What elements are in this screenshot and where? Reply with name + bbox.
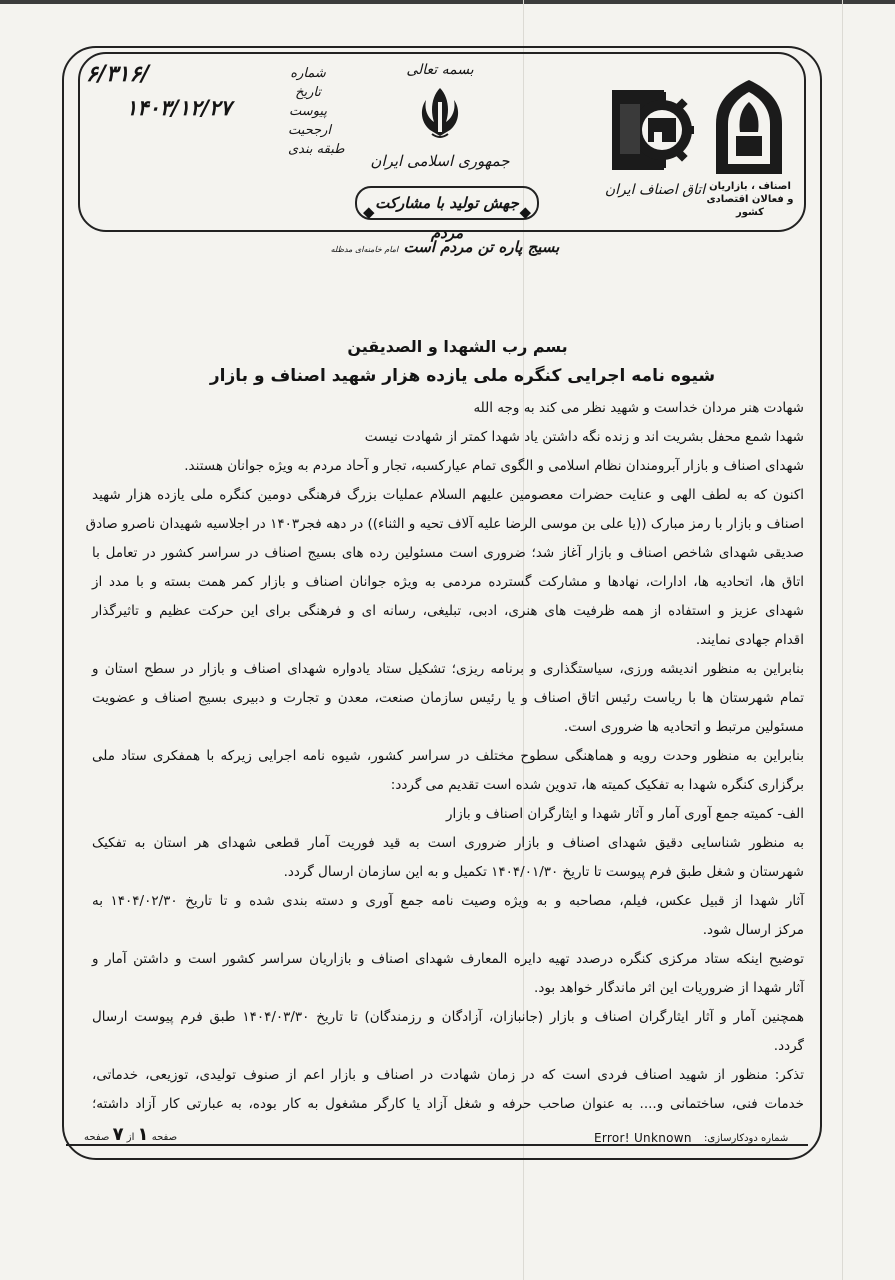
reference-number: ۶/۳۱۶/ xyxy=(86,62,150,87)
document-title: شیوه نامه اجرایی کنگره ملی یازده هزار شهید اصناف و بازار xyxy=(209,366,716,386)
document-heading: بسم رب الشهدا و الصدیقین xyxy=(347,337,568,356)
meta-label-attachment: پیوست xyxy=(289,104,327,119)
motto-badge xyxy=(355,186,539,242)
meta-label-date: تاریخ xyxy=(295,85,321,100)
page-indicator xyxy=(84,1124,177,1145)
body-line: شهدای اصناف و بازار آبرومندان نظام اسلامی و الگوی تمام عیارکسبه، تجار و آحاد مردم به ویژه جوانان هستند. xyxy=(184,458,804,474)
body-line: شهرستان و شغل طبق فرم پیوست تا تاریخ ۱۴۰۴/۰۱/۳۰ تکمیل و به این سازمان ارسال گردد. xyxy=(283,864,804,880)
body-line: برگزاری کنگره شهدا به تفکیک کمیته ها، تدوین شده است تقدیم می گردد: xyxy=(390,777,804,793)
chamber-name: اتاق اصناف ایران xyxy=(604,182,706,198)
body-line: آثار شهدا از قبیل عکس، فیلم، مصاحبه و به ویژه وصیت نامه جمع آوری و دسته بندی شده و تا تاریخ ۱۴۰۴/۰۲/۳۰ به xyxy=(92,893,804,909)
body-line: صدیقی شهدای شاخص اصناف و بازار آغاز شد؛ ضروری است مسئولین رده های بسیج اصناف در سراسر کشور در تعامل با xyxy=(92,545,804,561)
autonumber-label: شماره دودکارسازی: xyxy=(704,1133,789,1144)
meta-label-priority: ارجحیت xyxy=(288,123,332,138)
document-body xyxy=(85,394,804,1119)
reference-date: ۱۴۰۳/۱۲/۲۷ xyxy=(126,96,232,120)
body-line: اکنون که به لطف الهی و عنایت حضرات معصومین علیهم السلام عملیات بزرگ فرهنگی دومین کنگره ملی یازده هزار شهید xyxy=(92,487,804,503)
page-total: ۷ xyxy=(112,1124,124,1145)
body-line: توضیح اینکه ستاد مرکزی کنگره درصدد تهیه دایره المعارف شهدای اصناف و بازاریان سراسر کشور است و داشتن آمار و xyxy=(92,951,804,967)
page-word-2: صفحه xyxy=(84,1132,110,1143)
chamber-of-guilds-logo-icon xyxy=(612,88,694,172)
body-line: همچنین آمار و آثار ایثارگران اصناف و بازار (جانبازان، آزادگان و رزمندگان) تا تاریخ ۱۴۰۴/۰۳/۳۰ طبق فرم پیوست ارسال xyxy=(92,1009,804,1025)
body-line: تمام شهرستان ها با ریاست رئیس اتاق اصناف و یا رئیس سازمان صنعت، معدن و تجارت و دبیری بسیج اصناف و عضویت xyxy=(92,690,804,706)
letterhead-center xyxy=(370,62,510,170)
body-line: اصناف و بازار با رمز مبارک ((یا علی بن موسی الرضا علیه آلاف تحیه و الثناء)) در دهه فجر۱۴۰۳ در اجلاسیه شهیدان ناصرو صادق xyxy=(85,516,804,532)
iran-emblem-icon xyxy=(410,82,470,142)
body-line: بنابراین به منظور اندیشه ورزی، سیاستگذاری و برنامه ریزی؛ تشکیل ستاد یادواره شهدای اصناف و بازار در سطح استان و xyxy=(92,661,804,677)
organization-name-line: اصناف ، بازاریان xyxy=(709,181,791,192)
organization-name xyxy=(702,180,798,219)
slogan-text: بسیج پاره تن مردم است xyxy=(403,238,560,256)
meta-label-classification: طبقه بندی xyxy=(288,142,345,157)
body-line: گردد. xyxy=(773,1038,804,1054)
body-line: شهادت هنر مردان خداست و شهید نظر می کند به وجه الله xyxy=(473,400,804,416)
meta-label-number: شماره xyxy=(290,66,326,81)
ornament-icon: ◆ xyxy=(363,203,375,221)
republic-title: جمهوری اسلامی ایران xyxy=(370,152,510,170)
motto-text: جهش تولید با مشارکت مردم xyxy=(375,194,519,242)
slogan-source: امام خامنه‌ای مدظله xyxy=(330,245,399,254)
body-line: مرکز ارسال شود. xyxy=(702,922,804,938)
page-number: ۱ xyxy=(137,1124,149,1145)
page-of: از xyxy=(126,1132,135,1143)
body-line: اقدام جهادی نمایند. xyxy=(695,632,804,648)
page-word: صفحه xyxy=(151,1132,178,1143)
basmala-text: بسمه تعالی xyxy=(406,62,474,78)
scan-top-edge xyxy=(0,0,895,4)
basij-guilds-logo-icon xyxy=(710,78,788,176)
body-line: مسئولین مرتبط و اتحادیه ها ضروری است. xyxy=(563,719,804,735)
body-line: آثار شهدا از ضروریات این اثر ماندگار خواهد بود. xyxy=(534,980,804,996)
body-line: الف- کمیته جمع آوری آمار و آثار شهدا و ایثارگران اصناف و بازار xyxy=(445,806,804,822)
ornament-icon: ◆ xyxy=(519,203,531,221)
letter-meta-labels xyxy=(288,64,345,159)
organization-name-line: کشور xyxy=(735,207,765,218)
footer-divider xyxy=(66,1144,808,1146)
organization-name-line: و فعالان اقتصادی xyxy=(706,194,794,205)
body-line: تذکر: منظور از شهید اصناف فردی است که در زمان شهادت در اصناف و بازار اعم از صنوف تولیدی، توزیعی، خدماتی، xyxy=(92,1067,804,1083)
body-line: شهدای عزیز و استفاده از همه ظرفیت های هنری، ادبی، تبلیغی، رسانه ای و فرهنگی برای این حرکت عظیم و تاثیرگذار xyxy=(92,603,804,619)
field-error-text: Error! Unknown xyxy=(594,1131,692,1145)
scan-fold-line xyxy=(842,0,843,1280)
body-line: شهدا شمع محفل بشریت اند و زنده نگه داشتن یاد شهدا کمتر از شهادت نیست xyxy=(364,429,804,445)
body-line: بنابراین به منظور وحدت رویه و هماهنگی سطوح مختلف در سراسر کشور، شیوه نامه اجرایی زیرکه با همفکری ستاد ملی xyxy=(92,748,804,764)
body-line: اتاق ها، اتحادیه ها، ادارات، نهادها و مشارکت گسترده مردمی به ویژه جوانان اصناف و بازار کمر همت بسته و با مدد از xyxy=(92,574,804,590)
slogan xyxy=(330,238,560,256)
body-line: به منظور شناسایی دقیق شهدای اصناف و بازار ضروری است به قید فوریت آمار قطعی شهدای هر استان به تفکیک xyxy=(92,835,804,851)
body-line: خدمات فنی، ساختمانی و.... به عنوان صاحب حرفه و شغل آزاد یا کارگر مشغول به کار بوده، به عبارتی کار آزاد داشته؛ xyxy=(92,1096,804,1112)
